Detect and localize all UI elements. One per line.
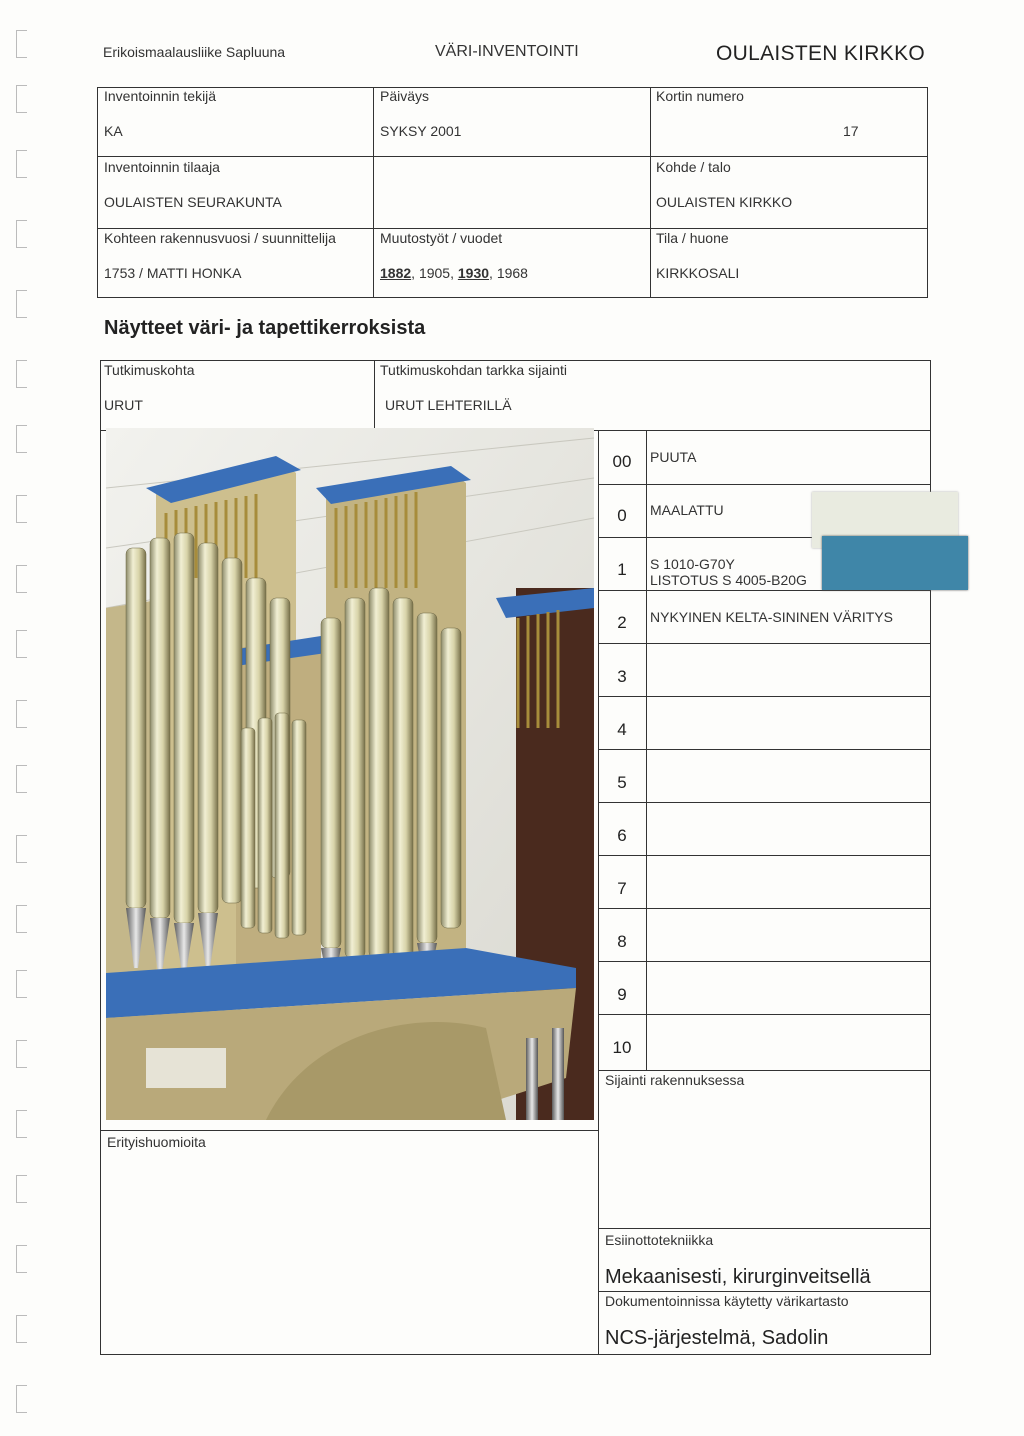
layer-desc: NYKYINEN KELTA-SININEN VÄRITYS [650,609,893,625]
sijainti-rakennuksessa-label: Sijainti rakennuksessa [605,1072,745,1088]
layer-desc: MAALATTU [650,502,724,518]
layer-num: 1 [617,560,627,579]
tila-label: Tila / huone [656,230,729,246]
paivays-value: SYKSY 2001 [380,123,462,139]
layer-num: 7 [617,879,627,898]
layer-num: 10 [612,1038,632,1057]
layer-num: 2 [617,613,627,632]
tila-value: KIRKKOSALI [656,265,740,281]
rakennus-value: 1753 / MATTI HONKA [104,265,242,281]
swatch-blue [822,536,968,590]
tekniikka-value: Mekaanisesti, kirurginveitsellä [605,1266,871,1288]
layer-desc: PUUTA [650,449,697,465]
section-title: Näytteet väri- ja tapettikerroksista [104,317,426,339]
muutos-year-1968: 1968 [496,265,528,281]
layer-num: 00 [612,452,632,471]
inventoija-label: Inventoinnin tekijä [104,88,217,104]
erityis-label: Erityishuomioita [107,1134,206,1150]
kartasto-label: Dokumentoinnissa käytetty värikartasto [605,1293,849,1309]
layer-num: 9 [617,985,627,1004]
organ-photo [106,428,594,1120]
kartasto-value: NCS-järjestelmä, Sadolin [605,1327,829,1349]
tilaaja-label: Inventoinnin tilaaja [104,159,220,175]
kohta-value: URUT [104,397,143,413]
church-title: OULAISTEN KIRKKO [716,42,926,65]
layer-num: 5 [617,773,627,792]
sijainti-value: URUT LEHTERILLÄ [385,397,512,413]
paivays-label: Päiväys [380,88,430,104]
muutos-sep: , [411,265,419,281]
muutos-year-1905: 1905 [418,265,451,281]
layer-num: 4 [617,720,627,739]
tilaaja-value: OULAISTEN SEURAKUNTA [104,194,282,210]
tekniikka-label: Esiinottotekniikka [605,1232,714,1248]
muutos-year-1882: 1882 [380,265,412,281]
layer-num: 6 [617,826,627,845]
form-title: VÄRI-INVENTOINTI [435,43,579,60]
layer-num: 8 [617,932,627,951]
layer-num: 3 [617,667,627,686]
sijainti-label: Tutkimuskohdan tarkka sijainti [380,362,568,378]
company-name: Erikoismaalausliike Sapluuna [103,44,286,60]
muutos-value [380,265,528,281]
layer-desc-2: LISTOTUS S 4005-B20G [650,572,807,588]
organ-illustration [106,428,594,1120]
rakennus-label: Kohteen rakennusvuosi / suunnittelija [104,230,336,246]
kohde-value: OULAISTEN KIRKKO [656,194,793,210]
muutos-label: Muutostyöt / vuodet [380,230,503,246]
kortti-label: Kortin numero [656,88,744,104]
muutos-year-1930: 1930 [457,265,490,281]
layer-desc: S 1010-G70Y [650,556,735,572]
kohta-label: Tutkimuskohta [104,362,195,378]
inventoija-value: KA [104,123,123,139]
kortti-value: 17 [843,123,859,139]
layer-num: 0 [617,506,627,525]
muutos-sep: , [489,265,497,281]
muutos-sep: , [450,265,458,281]
kohde-label: Kohde / talo [656,159,731,175]
